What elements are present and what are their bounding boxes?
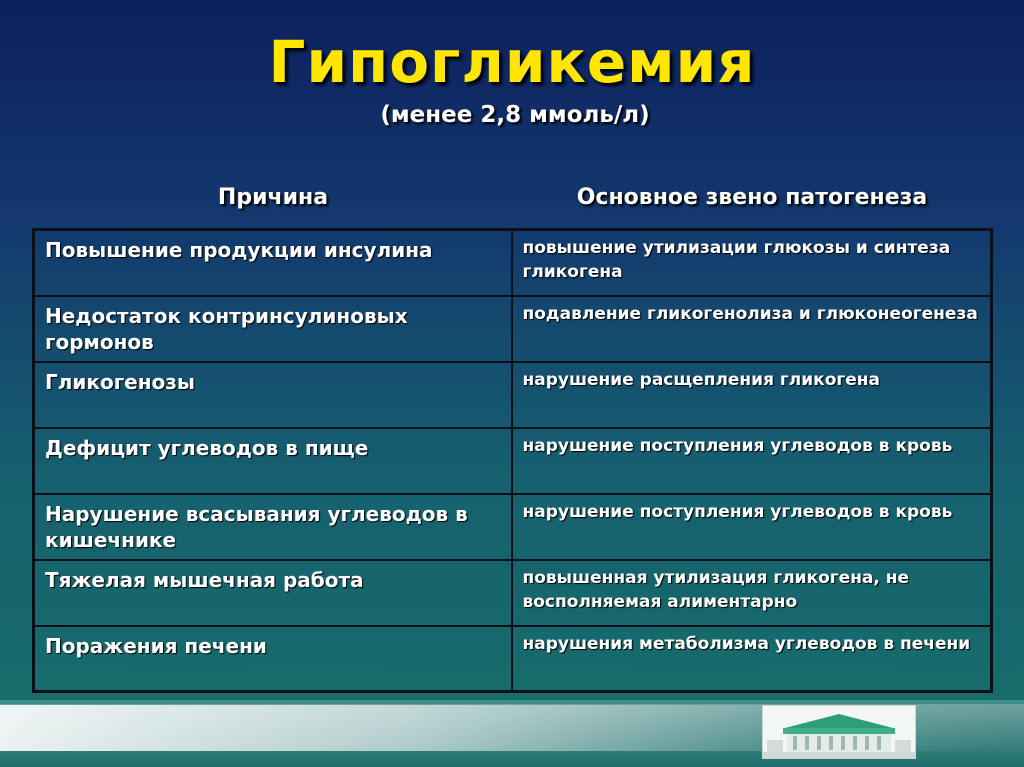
table-row xyxy=(34,626,992,692)
table-row xyxy=(34,560,992,626)
pathogenesis-cell: нарушение поступления углеводов в кровь xyxy=(512,494,992,560)
cause-cell: Нарушение всасывания углеводов в кишечнике xyxy=(34,494,512,560)
cause-cell: Недостаток контринсулиновых гормонов xyxy=(34,296,512,362)
pathogenesis-cell: нарушения метаболизма углеводов в печени xyxy=(512,626,992,692)
table-row xyxy=(34,230,992,296)
pathogenesis-cell: нарушение расщепления гликогена xyxy=(512,362,992,428)
pathogenesis-cell: подавление гликогенолиза и глюконеогенеза xyxy=(512,296,992,362)
slide-subtitle: (менее 2,8 ммоль/л) xyxy=(380,102,650,128)
cause-cell: Тяжелая мышечная работа xyxy=(34,560,512,626)
hypoglycemia-table xyxy=(32,228,993,693)
building-logo-icon xyxy=(762,705,916,759)
column-header-cause: Причина xyxy=(217,185,329,210)
slide-title: Гипогликемия xyxy=(268,28,756,96)
cause-cell: Дефицит углеводов в пище xyxy=(34,428,512,494)
cause-cell: Повышение продукции инсулина xyxy=(34,230,512,296)
building-logo-graphic xyxy=(763,706,915,758)
table-row xyxy=(34,362,992,428)
cause-cell: Поражения печени xyxy=(34,626,512,692)
table-row xyxy=(34,494,992,560)
cause-cell: Гликогенозы xyxy=(34,362,512,428)
footer-divider xyxy=(0,700,1024,704)
column-header-pathogenesis: Основное звено патогенеза xyxy=(576,185,928,210)
pathogenesis-cell: повышенная утилизация гликогена, не восполняемая алиментарно xyxy=(512,560,992,626)
table-row xyxy=(34,428,992,494)
pathogenesis-cell: нарушение поступления углеводов в кровь xyxy=(512,428,992,494)
pathogenesis-cell: повышение утилизации глюкозы и синтеза гликогена xyxy=(512,230,992,296)
table-row xyxy=(34,296,992,362)
